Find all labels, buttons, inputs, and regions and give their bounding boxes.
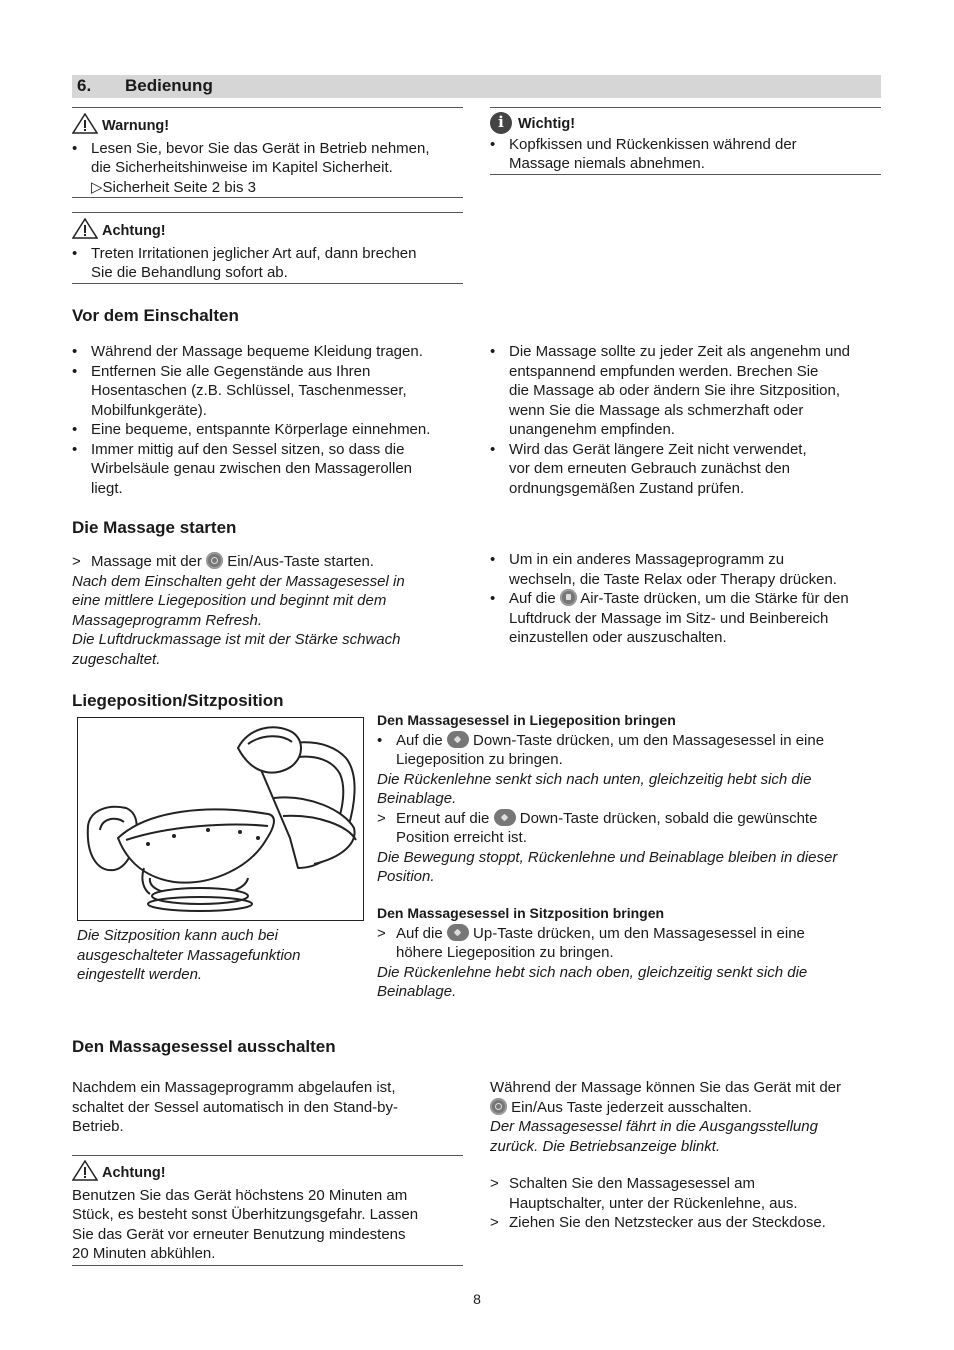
list-item: • Die Massage sollte zu jeder Zeit als angenehm und entspannend empfunden werden. Brechen Sie die Massage ab oder ändern Sie ihre Sitzposition, wenn Sie die Massage als schmerzhaft oder unangenehm empfinden. (490, 343, 851, 438)
off-right-block: Während der Massage können Sie das Gerät mit der Ein/Aus Taste jederzeit ausschalten. Der Massagesessel fährt in die Ausgangsstellung zurück. Die Betriebsanzeige blinkt. > Schalten Sie den Massagesessel am Hauptschalter, unter der Rückenlehne, aus. > Ziehen Sie den Netzstecker aus der Steckdose. (490, 1078, 890, 1233)
list-item: • Um in ein anderes Massageprogramm zu wechseln, die Taste Relax oder Therapy drücken. (490, 551, 837, 588)
air-button-icon (560, 589, 577, 606)
list-item: • Wird das Gerät längere Zeit nicht verwendet, vor dem erneuten Gebrauch zunächst den ordnungsgemäßen Zustand prüfen. (490, 440, 807, 497)
list-item: • Kopfkissen und Rückenkissen während der Massage niemals abnehmen. (490, 135, 797, 172)
lie-position-heading: Den Massagesessel in Liegeposition bringen (377, 712, 676, 728)
divider (72, 1265, 463, 1266)
list-item: • Eine bequeme, entspannte Körperlage einnehmen. (72, 421, 431, 438)
sit-position-heading: Den Massagesessel in Sitzposition bringen (377, 905, 665, 921)
heading-switch-off: Den Massagesessel ausschalten (72, 1037, 336, 1056)
divider (72, 283, 463, 284)
warning-triangle-icon (72, 113, 98, 134)
page-number: 8 (473, 1291, 481, 1307)
list-item: • Lesen Sie, bevor Sie das Gerät in Betrieb nehmen, die Sicherheitshinweise im Kapitel Sicherheit. ▷Sicherheit Seite 2 bis 3 (72, 139, 463, 198)
section-number: 6. (77, 76, 92, 95)
start-right (490, 550, 885, 648)
divider (72, 212, 463, 213)
sit-position-block: Den Massagesessel in Sitzposition bringen > Auf die Up-Taste drücken, um den Massagesessel in eine höhere Liegeposition zu bringen. Die Rückenlehne hebt sich nach oben, gleichzeitig senkt sich die Beinablage. (377, 904, 887, 1002)
heading-before-switch-on: Vor dem Einschalten (72, 306, 239, 325)
list-item: • Während der Massage bequeme Kleidung tragen. (72, 343, 423, 360)
important-box (490, 112, 881, 174)
heading-position: Liegeposition/Sitzposition (72, 691, 284, 710)
section-header (72, 75, 881, 98)
start-left: > Massage mit der Ein/Aus-Taste starten. Nach dem Einschalten geht der Massagesessel in eine mittlere Liegeposition und beginnt mit dem Massageprogramm Refresh. Die Luftdruckmassage ist mit der Stärke schwach zugeschaltet. (72, 552, 467, 669)
list-item: • Treten Irritationen jeglicher Art auf, dann brechen Sie die Behandlung sofort ab. (72, 244, 417, 281)
section-title: Bedienung (125, 76, 213, 95)
massage-chair-image (78, 718, 363, 920)
lie-position-block: Den Massagesessel in Liegeposition bringen • Auf die Down-Taste drücken, um den Massagesessel in eine Liegeposition zu bringen. Die Rückenlehne senkt sich nach unten, gleichzeitig hebt sich die Beinablage. > Erneut auf die Down-Taste drücken, sobald die gewünschte Position erreicht ist. Die Bewegung stoppt, Rückenlehne und Beinablage bleiben in dieser Position. (377, 711, 887, 887)
off-left-text: Nachdem ein Massageprogramm abgelaufen ist, schaltet der Sessel automatisch in den Stand-by- Betrieb. (72, 1079, 399, 1135)
warning-triangle-icon (72, 1160, 98, 1181)
heading-start-massage: Die Massage starten (72, 518, 237, 537)
list-item: • Auf die Down-Taste drücken, um den Massagesessel in eine Liegeposition zu bringen. (377, 731, 825, 768)
step-item: > Massage mit der Ein/Aus-Taste starten. (72, 553, 374, 570)
divider (72, 1155, 463, 1156)
important-title: Wichtig! (518, 116, 576, 132)
divider (490, 174, 881, 175)
divider (72, 197, 463, 198)
power-button-icon (206, 552, 223, 569)
info-icon (490, 112, 512, 134)
step-item: > Erneut auf die Down-Taste drücken, sobald die gewünschte Position erreicht ist. (377, 809, 818, 846)
cross-reference-link[interactable]: ▷Sicherheit Seite 2 bis 3 (91, 178, 256, 196)
divider (490, 107, 881, 108)
divider (72, 107, 463, 108)
down-button-icon (494, 809, 516, 826)
warning-triangle-icon (72, 218, 98, 239)
power-button-icon (490, 1098, 507, 1115)
chair-caption: Die Sitzposition kann auch bei ausgeschalteter Massagefunktion eingestellt werden. (77, 927, 301, 983)
before-list-left (72, 342, 467, 498)
up-button-icon (447, 924, 469, 941)
list-item: • Immer mittig auf den Sessel sitzen, so dass die Wirbelsäule genau zwischen den Massagerollen liegt. (72, 440, 413, 497)
caution-box: Achtung! Benutzen Sie das Gerät höchstens 20 Minuten am Stück, es besteht sonst Überhitzungsgefahr. Lassen Sie das Gerät vor erneuter Benutzung mindestens 20 Minuten abkühlen. (72, 1160, 467, 1264)
warning-title: Warnung! (102, 118, 170, 134)
caution-title: Achtung! (102, 1165, 166, 1181)
warning-box (72, 113, 463, 197)
step-item: > Auf die Up-Taste drücken, um den Massagesessel in eine höhere Liegeposition zu bringen. (377, 924, 805, 961)
list-item: • Auf die Air-Taste drücken, um die Stärke für den Luftdruck der Massage im Sitz- und Beinbereich einzustellen oder auszuschalten. (490, 590, 849, 646)
down-button-icon (447, 731, 469, 748)
list-item: • Entfernen Sie alle Gegenstände aus Ihren Hosentaschen (z.B. Schlüssel, Taschenmesser, Mobilfunkgeräte). (72, 362, 407, 419)
step-item: > Schalten Sie den Massagesessel am Hauptschalter, unter der Rückenlehne, aus. (490, 1175, 798, 1212)
step-item: > Ziehen Sie den Netzstecker aus der Steckdose. (490, 1214, 826, 1231)
chair-illustration (77, 717, 364, 921)
before-list-right (490, 342, 885, 498)
caution-title: Achtung! (102, 223, 166, 239)
caution-box (72, 218, 463, 283)
